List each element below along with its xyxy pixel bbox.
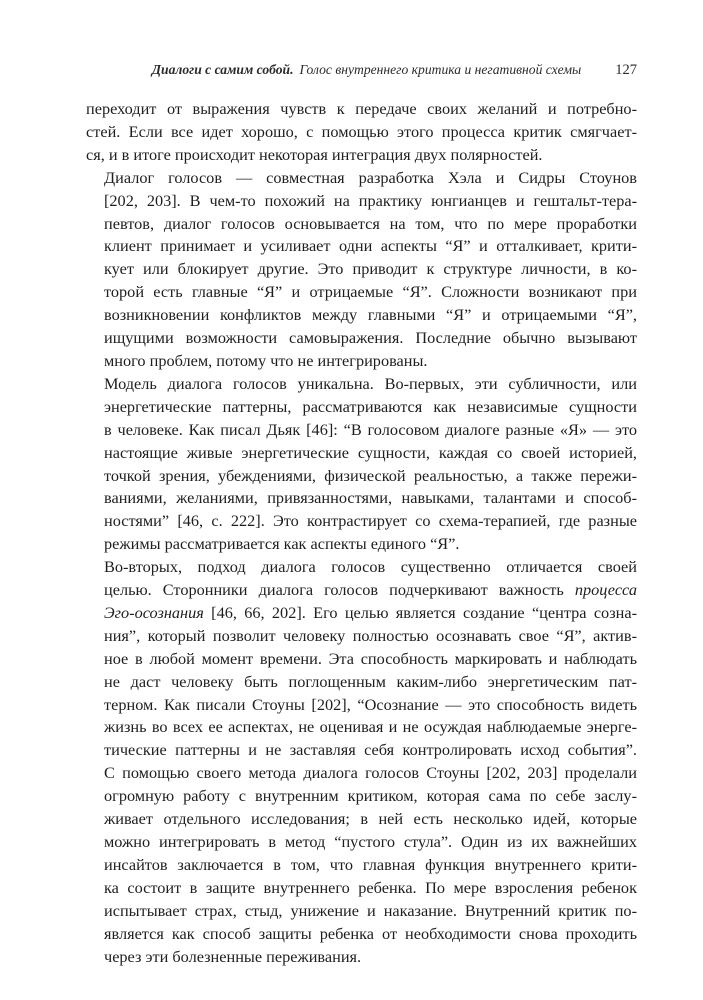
- text-line: переходит от выражения чувств к передаче своих желаний и потребно-: [86, 99, 637, 118]
- text-line: [202, 203]. В чем-то похожий на практику юнгианцев и гештальт-тера-: [104, 190, 637, 210]
- text-line: С помощью своего метода диалога голосов Стоуны [202, 203] проделали: [104, 763, 637, 783]
- text-line: Модель диалога голосов уникальна. Во-первых, эти субличности, или: [104, 373, 637, 393]
- text-line: ния”, который позволит человеку полностью осознавать свое “Я”, актив-: [104, 625, 637, 645]
- text-line: жизнь во всех ее аспектах, не оценивая и не осуждая наблюдаемые энерге-: [104, 717, 637, 737]
- emphasis: процесса: [574, 580, 637, 600]
- text-line: ся, и в итоге происходит некоторая интеграция двух полярностей.: [86, 144, 543, 164]
- text-line: можно интегрировать в метод “пустого стула”. Один из их важнейших: [104, 832, 637, 851]
- text-line: певтов, диалог голосов основывается на том, что по мере проработки: [104, 213, 637, 233]
- text-line: тические паттерны и не заставляя себя контролировать исход события”.: [104, 740, 637, 760]
- text-line: возникновении конфликтов между главными “Я” и отрицаемыми “Я”,: [104, 305, 637, 325]
- running-head: [114, 62, 637, 79]
- running-head-title: Диалоги с самим собой.: [151, 62, 294, 77]
- text-line: ищущими возможности самовыражения. Последние обычно вызывают: [104, 328, 637, 348]
- text-line: ка состоит в защите внутреннего ребенка. По мере взросления ребенок: [104, 877, 637, 897]
- text-line: терном. Как писали Стоуны [202], “Осознание — это способность видеть: [104, 694, 637, 714]
- text-line: испытывает страх, стыд, унижение и наказание. Внутренний критик по-: [104, 900, 637, 920]
- text-line: настоящие живые энергетические сущности, каждая со своей историей,: [104, 442, 637, 462]
- running-head-subtitle: Голос внутреннего критика и негативной схемы: [299, 62, 582, 77]
- text-line: точкой зрения, убеждениями, физической реальностью, а также пережи-: [104, 465, 637, 485]
- text-line: огромную работу с внутренним критиком, которая сама по себе заслу-: [104, 786, 637, 806]
- paragraph: [86, 373, 637, 556]
- text-line: энергетические паттерны, рассматриваются как независимые сущности: [104, 396, 637, 416]
- text-line: Диалог голосов — совместная разработка Хэла и Сидры Стоунов: [104, 167, 637, 187]
- text-line: инсайтов заключается в том, что главная функция внутреннего крити-: [104, 854, 637, 874]
- text-line: живает отдельного исследования; в ней есть несколько идей, которые: [104, 809, 637, 829]
- text-line: ностями” [46, с. 222]. Это контрастирует со схема-терапией, где разные: [104, 511, 637, 531]
- paragraph: [86, 98, 637, 167]
- text-line: целью. Сторонники диалога голосов подчеркивают важность процесса: [104, 580, 637, 600]
- text-line: ное в любой момент времени. Эта способность маркировать и наблюдать: [104, 648, 637, 668]
- paragraph: [86, 167, 637, 373]
- text-line: не даст человеку быть поглощенным каким-либо энергетическим пат-: [104, 671, 637, 691]
- text-line: Во-вторых, подход диалога голосов существенно отличается своей: [104, 557, 637, 577]
- text-line: режимы рассматривается как аспекты единого “Я”.: [104, 534, 460, 554]
- text-line: много проблем, потому что не интегрированы.: [104, 350, 428, 370]
- book-page: [86, 62, 637, 968]
- paragraph: [86, 556, 637, 968]
- emphasis: Эго-осознания: [104, 602, 204, 622]
- text-line: является как способ защиты ребенка от необходимости снова проходить: [104, 923, 637, 943]
- text-line: через эти болезненные переживания.: [104, 946, 362, 966]
- text-line: клиент принимает и усиливает одни аспекты “Я” и отталкивает, крити-: [104, 236, 637, 256]
- text-line: стей. Если все идет хорошо, с помощью этого процесса критик смягчает-: [86, 121, 637, 141]
- text-line: Эго-осознания [46, 66, 202]. Его целью является создание “центра созна-: [104, 602, 637, 622]
- text-line: в человеке. Как писал Дьяк [46]: “В голосовом диалоге разные «Я» — это: [104, 419, 637, 439]
- page-number: 127: [615, 62, 637, 78]
- body-text: [86, 98, 637, 968]
- text-line: ваниями, желаниями, привязанностями, навыками, талантами и способ-: [104, 488, 637, 508]
- text-line: кует или блокирует другие. Это приводит к структуре личности, в ко-: [104, 259, 637, 279]
- text-line: торой есть главные “Я” и отрицаемые “Я”. Сложности возникают при: [104, 282, 637, 302]
